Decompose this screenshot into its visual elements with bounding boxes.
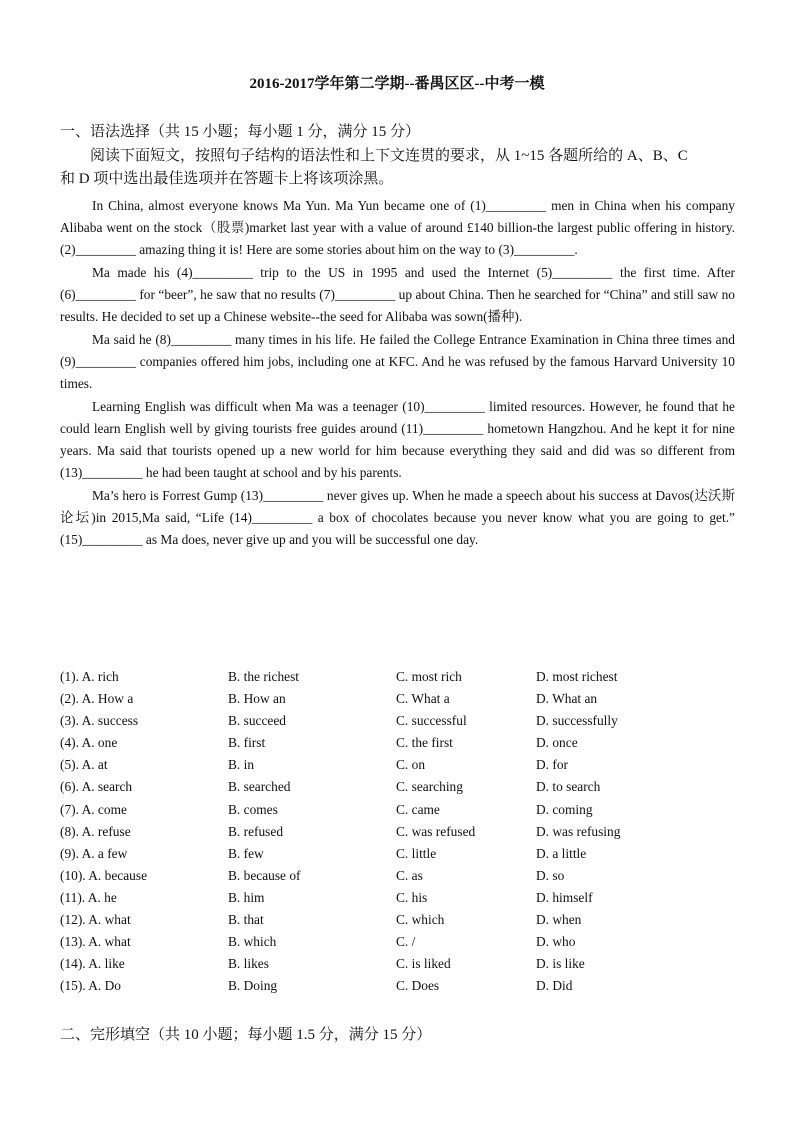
question-options-row (60, 909, 740, 931)
option-a: (3). A. success (60, 713, 139, 729)
option-b: B. the richest (228, 669, 300, 684)
option-b: B. him (228, 889, 265, 905)
page-title: 2016-2017学年第二学期--番禺区区--中考一模 (249, 76, 545, 92)
option-b: B. likes (228, 956, 269, 972)
option-b: B. because of (228, 867, 301, 883)
option-c: C. most rich (396, 669, 462, 684)
option-b: B. How an (228, 691, 286, 707)
option-a: (10). A. because (60, 867, 148, 883)
option-c: C. on (396, 757, 426, 773)
passage-paragraph: In China, almost everyone knows Ma Yun. Ma Yun became one of (1)_________ men in China when his company Alibaba went on the stock（股票)market last year with a value of around £140 billion-the largest public offering in history. (2)_________ amazing thing it is! Here are some stories about him on the way to (3)_________. (60, 198, 735, 257)
option-b: B. comes (228, 801, 278, 817)
option-a: (15). A. Do (60, 978, 121, 994)
option-c: C. little (396, 845, 437, 861)
section1-instructions (60, 145, 735, 191)
option-b: B. in (228, 757, 255, 773)
option-a: (8). A. refuse (60, 823, 131, 839)
option-a: (14). A. like (60, 956, 125, 972)
option-b: B. first (228, 735, 266, 751)
passage-paragraph: Ma said he (8)_________ many times in his life. He failed the College Entrance Examination in China three times and (9)_________ companies offered him jobs, including one at KFC. And he was refused by the famous Harvard University 10 times. (60, 332, 735, 391)
option-d: D. once (536, 735, 578, 751)
option-b: B. refused (228, 823, 284, 839)
option-c: C. was refused (396, 823, 476, 839)
question-options-row (60, 710, 740, 732)
option-a: (5). A. at (60, 757, 108, 773)
question-options-row (60, 887, 740, 909)
option-a: (6). A. search (60, 779, 133, 795)
option-a: (12). A. what (60, 912, 131, 928)
option-c: C. his (396, 889, 428, 905)
passage-paragraph: Learning English was difficult when Ma was a teenager (10)_________ limited resources. However, he found that he could learn English well by giving tourists free guides around (11)_________ hometown Hangzhou. And he kept it for nine years. Ma said that tourists opened up a new world for him because everything they said and did was so different from (13)_________ he had been taught at school and by his parents. (60, 399, 735, 480)
option-b: B. succeed (228, 713, 287, 729)
option-d: D. for (536, 757, 568, 773)
option-c: C. Does (396, 978, 440, 994)
question-options-row (60, 821, 740, 843)
option-c: C. What a (396, 691, 450, 707)
question-options-row (60, 865, 740, 887)
question-options-row (60, 688, 740, 710)
question-options-row (60, 666, 740, 688)
option-b: B. which (228, 934, 277, 950)
option-c: C. searching (396, 779, 463, 795)
option-b: B. that (228, 912, 264, 928)
option-c: C. came (396, 801, 440, 817)
question-options-row (60, 975, 740, 997)
option-d: D. a little (536, 845, 587, 861)
question-options-row (60, 732, 740, 754)
option-a: (1). A. rich (60, 669, 119, 684)
option-d: D. so (536, 867, 565, 883)
option-d: D. when (536, 912, 582, 928)
passage-paragraph: Ma made his (4)_________ trip to the US in 1995 and used the Internet (5)_________ the first time. After (6)_________ for “beer”, he saw that no results (7)_________ up about China. Then he searched for “China” and still saw no results. He decided to set up a Chinese website--the seed for Alibaba was sown(播种). (60, 265, 735, 324)
option-a: (7). A. come (60, 801, 127, 817)
option-d: D. Did (536, 978, 573, 994)
section2-heading: 二、完形填空（共 10 小题；每小题 1.5 分，满分 15 分） (60, 1027, 432, 1043)
option-d: D. What an (536, 691, 598, 707)
option-a: (4). A. one (60, 735, 118, 751)
option-c: C. which (396, 912, 445, 928)
option-c: C. as (396, 867, 423, 883)
option-d: D. successfully (536, 713, 618, 729)
option-a: (2). A. How a (60, 691, 134, 707)
option-d: D. who (536, 934, 576, 950)
question-options-row (60, 799, 740, 821)
option-d: D. was refusing (536, 823, 621, 839)
option-b: B. searched (228, 779, 291, 795)
question-options-row (60, 931, 740, 953)
section1-heading: 一、语法选择（共 15 小题；每小题 1 分，满分 15 分） (60, 124, 421, 140)
option-b: B. few (228, 845, 264, 861)
option-b: B. Doing (228, 978, 278, 994)
option-a: (11). A. he (60, 889, 117, 905)
answer-options (60, 666, 740, 997)
option-d: D. to search (536, 779, 601, 795)
reading-passage (60, 195, 735, 551)
question-options-row (60, 953, 740, 975)
question-options-row (60, 776, 740, 798)
option-c: C. / (396, 934, 416, 950)
option-c: C. successful (396, 713, 467, 729)
option-a: (13). A. what (60, 934, 131, 950)
option-d: D. himself (536, 889, 593, 905)
passage-paragraph: Ma’s hero is Forrest Gump (13)_________ never gives up. When he made a speech about his success at Davos(达沃斯论坛)in 2015,Ma said, “Life (14)_________ a box of chocolates because you never know what you are going to get.” (15)_________ as Ma does, never give up and you will be successful one day. (60, 488, 735, 547)
option-c: C. the first (396, 735, 453, 751)
option-c: C. is liked (396, 956, 451, 972)
option-d: D. is like (536, 956, 585, 972)
question-options-row (60, 843, 740, 865)
option-d: D. most richest (536, 669, 618, 684)
instruction-line-1: 阅读下面短文，按照句子结构的语法性和上下文连贯的要求，从 1~15 各题所给的 A、B、C (90, 148, 688, 164)
instruction-line-2: 和 D 项中选出最佳选项并在答题卡上将该项涂黑。 (60, 171, 394, 187)
option-a: (9). A. a few (60, 845, 128, 861)
question-options-row (60, 754, 740, 776)
option-d: D. coming (536, 801, 593, 817)
